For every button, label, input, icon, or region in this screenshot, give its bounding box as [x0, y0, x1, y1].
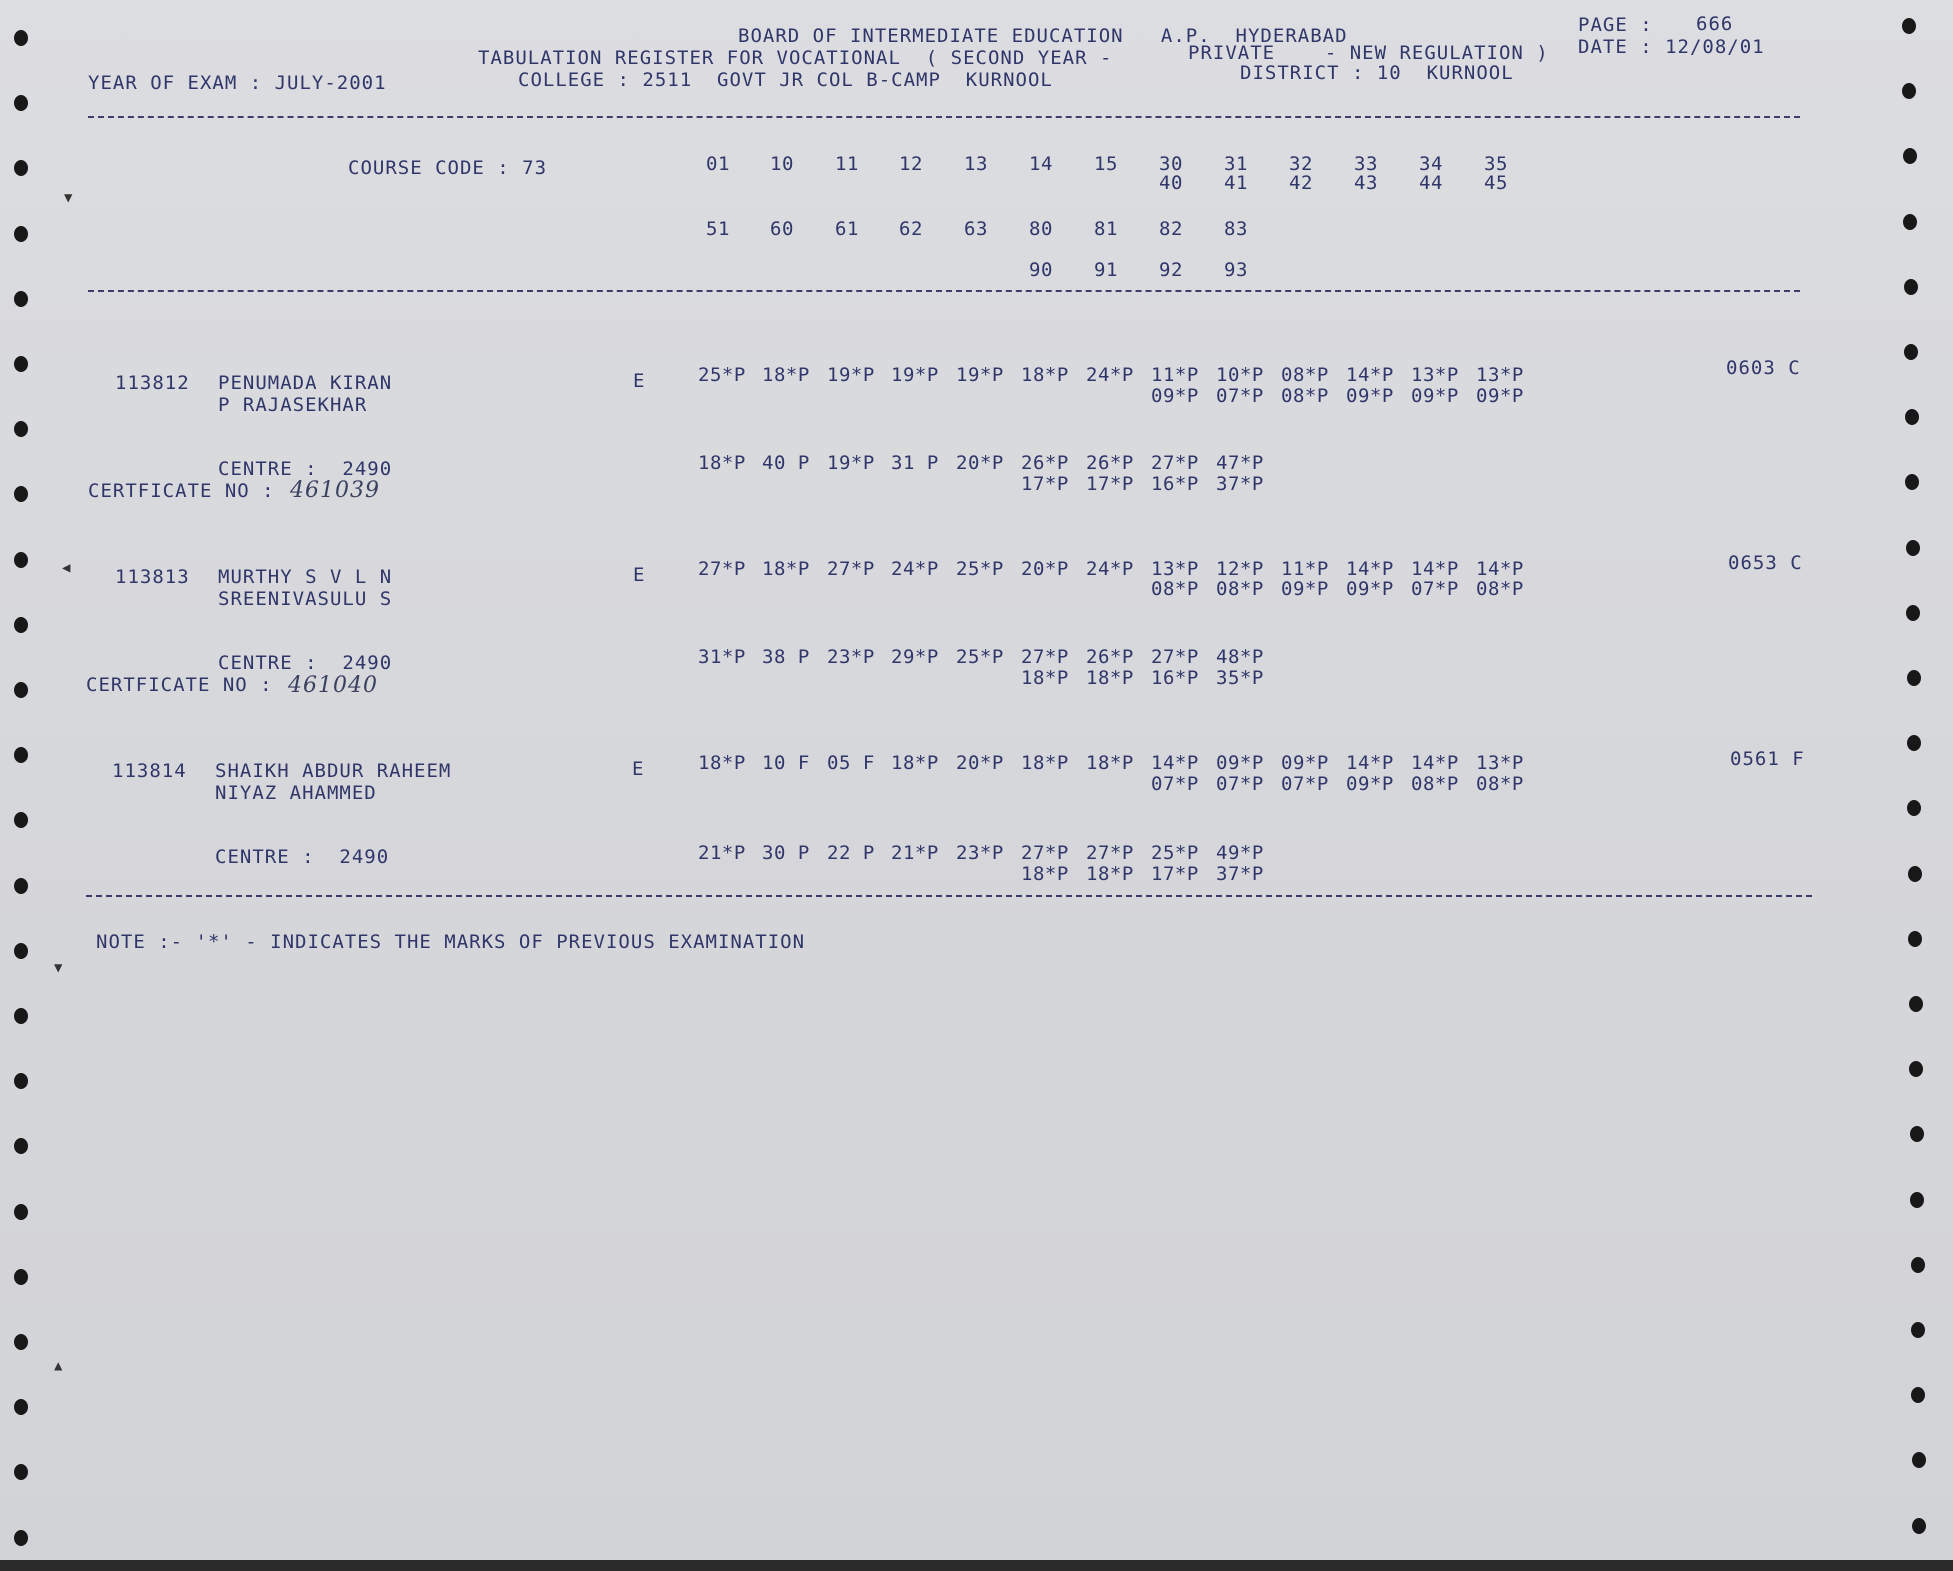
- feed-hole: [1903, 214, 1917, 230]
- course-code-column: 10: [770, 153, 794, 175]
- feed-hole: [1902, 18, 1916, 34]
- certificate-number-handwritten: 461040: [288, 673, 378, 698]
- mark-cell: 09*P: [1281, 752, 1329, 774]
- course-code-column: 13: [964, 153, 988, 175]
- mark-cell: 08*P: [1476, 578, 1524, 600]
- feed-hole: [14, 160, 28, 176]
- mark-cell: 20*P: [1021, 558, 1069, 580]
- feed-hole: [1904, 344, 1918, 360]
- course-code-column: 34: [1419, 153, 1443, 175]
- mark-cell: 16*P: [1151, 667, 1199, 689]
- feed-hole: [14, 682, 28, 698]
- mark-cell: 14*P: [1411, 752, 1459, 774]
- mark-cell: 24*P: [1086, 558, 1134, 580]
- mark-cell: 11*P: [1151, 364, 1199, 386]
- medium: E: [633, 370, 646, 392]
- mark-cell: 30 P: [762, 842, 810, 864]
- mark-cell: 13*P: [1476, 364, 1524, 386]
- mark-cell: 09*P: [1346, 385, 1394, 407]
- mark-cell: 09*P: [1346, 578, 1394, 600]
- mark-cell: 35*P: [1216, 667, 1264, 689]
- mark-cell: 21*P: [891, 842, 939, 864]
- feed-hole: [14, 421, 28, 437]
- mark-cell: 20*P: [956, 452, 1004, 474]
- course-code-column: 62: [899, 218, 923, 240]
- mark-cell: 10 F: [762, 752, 810, 774]
- feed-hole: [14, 226, 28, 242]
- mark-cell: 18*P: [1086, 667, 1134, 689]
- mark-cell: 18*P: [1086, 863, 1134, 885]
- feed-hole: [1911, 1257, 1925, 1273]
- total-result: 0603 C: [1726, 357, 1801, 379]
- feed-hole: [1905, 474, 1919, 490]
- medium: E: [632, 758, 645, 780]
- certificate-number-handwritten: 461039: [290, 478, 380, 503]
- margin-tick-icon: ▼: [54, 960, 63, 976]
- mark-cell: 14*P: [1476, 558, 1524, 580]
- course-code-column: 44: [1419, 172, 1443, 194]
- feed-hole: [14, 356, 28, 372]
- mark-cell: 24*P: [1086, 364, 1134, 386]
- feed-hole: [1904, 279, 1918, 295]
- mark-cell: 13*P: [1151, 558, 1199, 580]
- board-title: BOARD OF INTERMEDIATE EDUCATION A.P. HYDERABAD: [738, 25, 1348, 47]
- mark-cell: 07*P: [1281, 773, 1329, 795]
- course-code-column: 90: [1029, 259, 1053, 281]
- feed-hole: [14, 878, 28, 894]
- course-code-column: 43: [1354, 172, 1378, 194]
- course-code-column: 01: [706, 153, 730, 175]
- mark-cell: 08*P: [1216, 578, 1264, 600]
- mark-cell: 09*P: [1476, 385, 1524, 407]
- feed-hole: [14, 617, 28, 633]
- feed-hole: [1911, 1387, 1925, 1403]
- feed-hole: [1911, 1322, 1925, 1338]
- mark-cell: 18*P: [1021, 667, 1069, 689]
- mark-cell: 27*P: [1086, 842, 1134, 864]
- mark-cell: 29*P: [891, 646, 939, 668]
- mark-cell: 27*P: [827, 558, 875, 580]
- mark-cell: 11*P: [1281, 558, 1329, 580]
- course-code-column: 14: [1029, 153, 1053, 175]
- course-code-column: 41: [1224, 172, 1248, 194]
- page-label: PAGE :: [1578, 14, 1653, 36]
- mark-cell: 40 P: [762, 452, 810, 474]
- student-name: SHAIKH ABDUR RAHEEM: [215, 760, 452, 782]
- mark-cell: 23*P: [956, 842, 1004, 864]
- mark-cell: 09*P: [1281, 578, 1329, 600]
- feed-hole: [1909, 996, 1923, 1012]
- student-name: MURTHY S V L N: [218, 566, 393, 588]
- roll-number: 113812: [115, 372, 190, 394]
- mark-cell: 19*P: [827, 452, 875, 474]
- mark-cell: 08*P: [1476, 773, 1524, 795]
- feed-hole: [1905, 409, 1919, 425]
- page-number: 666: [1696, 13, 1734, 35]
- mark-cell: 05 F: [827, 752, 875, 774]
- mark-cell: 14*P: [1346, 364, 1394, 386]
- mark-cell: 08*P: [1151, 578, 1199, 600]
- mark-cell: 14*P: [1346, 558, 1394, 580]
- feed-hole: [14, 1464, 28, 1480]
- print-date: DATE : 12/08/01: [1578, 36, 1765, 58]
- year-of-exam: YEAR OF EXAM : JULY-2001: [88, 72, 387, 94]
- feed-hole: [1906, 605, 1920, 621]
- feed-hole: [14, 291, 28, 307]
- mark-cell: 25*P: [1151, 842, 1199, 864]
- margin-tick-icon: ◀: [62, 560, 71, 576]
- course-code-column: 32: [1289, 153, 1313, 175]
- mark-cell: 47*P: [1216, 452, 1264, 474]
- feed-hole: [14, 1334, 28, 1350]
- mark-cell: 49*P: [1216, 842, 1264, 864]
- course-code-column: 12: [899, 153, 923, 175]
- course-code-column: 60: [770, 218, 794, 240]
- feed-hole: [14, 1399, 28, 1415]
- mark-cell: 17*P: [1086, 473, 1134, 495]
- course-code: COURSE CODE : 73: [348, 157, 548, 179]
- college-info: COLLEGE : 2511 GOVT JR COL B-CAMP KURNOOL: [518, 69, 1053, 91]
- mark-cell: 25*P: [956, 558, 1004, 580]
- mark-cell: 09*P: [1216, 752, 1264, 774]
- mark-cell: 18*P: [1021, 364, 1069, 386]
- mark-cell: 27*P: [1151, 452, 1199, 474]
- course-code-column: 63: [964, 218, 988, 240]
- feed-hole: [14, 486, 28, 502]
- mark-cell: 07*P: [1151, 773, 1199, 795]
- certificate-label: CERTFICATE NO :: [88, 480, 275, 502]
- mark-cell: 19*P: [827, 364, 875, 386]
- course-code-column: 61: [835, 218, 859, 240]
- mark-cell: 31*P: [698, 646, 746, 668]
- mark-cell: 18*P: [698, 452, 746, 474]
- feed-hole: [14, 1269, 28, 1285]
- mark-cell: 14*P: [1346, 752, 1394, 774]
- mark-cell: 26*P: [1086, 646, 1134, 668]
- medium: E: [633, 564, 646, 586]
- centre-code: CENTRE : 2490: [218, 652, 393, 674]
- certificate-label: CERTFICATE NO :: [86, 674, 273, 696]
- margin-tick-icon: ▼: [64, 190, 73, 206]
- course-code-column: 30: [1159, 153, 1183, 175]
- feed-hole: [1910, 1192, 1924, 1208]
- register-title: TABULATION REGISTER FOR VOCATIONAL ( SECOND YEAR -: [478, 47, 1113, 69]
- feed-hole: [1907, 735, 1921, 751]
- father-name: NIYAZ AHAMMED: [215, 782, 377, 804]
- course-code-column: 82: [1159, 218, 1183, 240]
- mark-cell: 26*P: [1021, 452, 1069, 474]
- mark-cell: 23*P: [827, 646, 875, 668]
- mark-cell: 18*P: [698, 752, 746, 774]
- mark-cell: 18*P: [1086, 752, 1134, 774]
- mark-cell: 14*P: [1411, 558, 1459, 580]
- mark-cell: 18*P: [762, 558, 810, 580]
- mark-cell: 14*P: [1151, 752, 1199, 774]
- mark-cell: 27*P: [1021, 646, 1069, 668]
- total-result: 0653 C: [1728, 552, 1803, 574]
- footnote: NOTE :- '*' - INDICATES THE MARKS OF PREVIOUS EXAMINATION: [96, 931, 806, 953]
- course-code-column: 42: [1289, 172, 1313, 194]
- header-rule: [88, 116, 1800, 118]
- feed-hole: [1906, 540, 1920, 556]
- feed-hole: [14, 1073, 28, 1089]
- feed-hole: [14, 812, 28, 828]
- course-code-column: 92: [1159, 259, 1183, 281]
- roll-number: 113814: [112, 760, 187, 782]
- margin-tick-icon: ▲: [54, 1358, 63, 1374]
- course-code-column: 33: [1354, 153, 1378, 175]
- course-code-column: 11: [835, 153, 859, 175]
- roll-number: 113813: [115, 566, 190, 588]
- mark-cell: 08*P: [1281, 385, 1329, 407]
- mark-cell: 16*P: [1151, 473, 1199, 495]
- feed-hole: [1909, 1061, 1923, 1077]
- mark-cell: 25*P: [698, 364, 746, 386]
- course-code-column: 15: [1094, 153, 1118, 175]
- father-name: SREENIVASULU S: [218, 588, 393, 610]
- mark-cell: 17*P: [1021, 473, 1069, 495]
- feed-hole: [1910, 1126, 1924, 1142]
- mark-cell: 20*P: [956, 752, 1004, 774]
- mark-cell: 37*P: [1216, 863, 1264, 885]
- mark-cell: 25*P: [956, 646, 1004, 668]
- mark-cell: 19*P: [891, 364, 939, 386]
- course-code-column: 45: [1484, 172, 1508, 194]
- course-code-column: 31: [1224, 153, 1248, 175]
- mark-cell: 38 P: [762, 646, 810, 668]
- feed-hole: [1902, 83, 1916, 99]
- mark-cell: 48*P: [1216, 646, 1264, 668]
- course-code-column: 51: [706, 218, 730, 240]
- mark-cell: 13*P: [1411, 364, 1459, 386]
- mark-cell: 18*P: [1021, 863, 1069, 885]
- feed-hole: [14, 1008, 28, 1024]
- feed-hole: [14, 30, 28, 46]
- course-code-column: 40: [1159, 172, 1183, 194]
- feed-hole: [1908, 866, 1922, 882]
- total-result: 0561 F: [1730, 748, 1805, 770]
- mark-cell: 27*P: [1151, 646, 1199, 668]
- mark-cell: 13*P: [1476, 752, 1524, 774]
- mark-cell: 07*P: [1216, 773, 1264, 795]
- course-code-column: 81: [1094, 218, 1118, 240]
- feed-hole: [14, 1204, 28, 1220]
- feed-hole: [1907, 670, 1921, 686]
- course-code-column: 93: [1224, 259, 1248, 281]
- course-rule: [88, 290, 1800, 292]
- mark-cell: 21*P: [698, 842, 746, 864]
- feed-hole: [14, 943, 28, 959]
- mark-cell: 18*P: [1021, 752, 1069, 774]
- mark-cell: 18*P: [891, 752, 939, 774]
- mark-cell: 10*P: [1216, 364, 1264, 386]
- mark-cell: 27*P: [698, 558, 746, 580]
- mark-cell: 07*P: [1216, 385, 1264, 407]
- course-code-column: 35: [1484, 153, 1508, 175]
- course-code-column: 83: [1224, 218, 1248, 240]
- feed-hole: [1912, 1518, 1926, 1534]
- feed-hole: [14, 1138, 28, 1154]
- mark-cell: 12*P: [1216, 558, 1264, 580]
- mark-cell: 24*P: [891, 558, 939, 580]
- course-code-column: 80: [1029, 218, 1053, 240]
- feed-hole: [1908, 931, 1922, 947]
- mark-cell: 08*P: [1281, 364, 1329, 386]
- feed-hole: [1912, 1452, 1926, 1468]
- footer-rule: [86, 895, 1812, 897]
- father-name: P RAJASEKHAR: [218, 394, 368, 416]
- course-code-column: 91: [1094, 259, 1118, 281]
- district-info: DISTRICT : 10 KURNOOL: [1240, 62, 1514, 84]
- mark-cell: 07*P: [1411, 578, 1459, 600]
- feed-hole: [14, 747, 28, 763]
- mark-cell: 18*P: [762, 364, 810, 386]
- mark-cell: 26*P: [1086, 452, 1134, 474]
- mark-cell: 09*P: [1411, 385, 1459, 407]
- mark-cell: 17*P: [1151, 863, 1199, 885]
- mark-cell: 19*P: [956, 364, 1004, 386]
- mark-cell: 09*P: [1346, 773, 1394, 795]
- feed-hole: [14, 1530, 28, 1546]
- feed-hole: [14, 552, 28, 568]
- mark-cell: 08*P: [1411, 773, 1459, 795]
- mark-cell: 09*P: [1151, 385, 1199, 407]
- centre-code: CENTRE : 2490: [218, 458, 393, 480]
- mark-cell: 31 P: [891, 452, 939, 474]
- mark-cell: 27*P: [1021, 842, 1069, 864]
- feed-hole: [1907, 800, 1921, 816]
- regulation-label: PRIVATE - NEW REGULATION ): [1188, 42, 1549, 64]
- mark-cell: 37*P: [1216, 473, 1264, 495]
- mark-cell: 22 P: [827, 842, 875, 864]
- student-name: PENUMADA KIRAN: [218, 372, 393, 394]
- centre-code: CENTRE : 2490: [215, 846, 390, 868]
- feed-hole: [1903, 148, 1917, 164]
- feed-hole: [14, 95, 28, 111]
